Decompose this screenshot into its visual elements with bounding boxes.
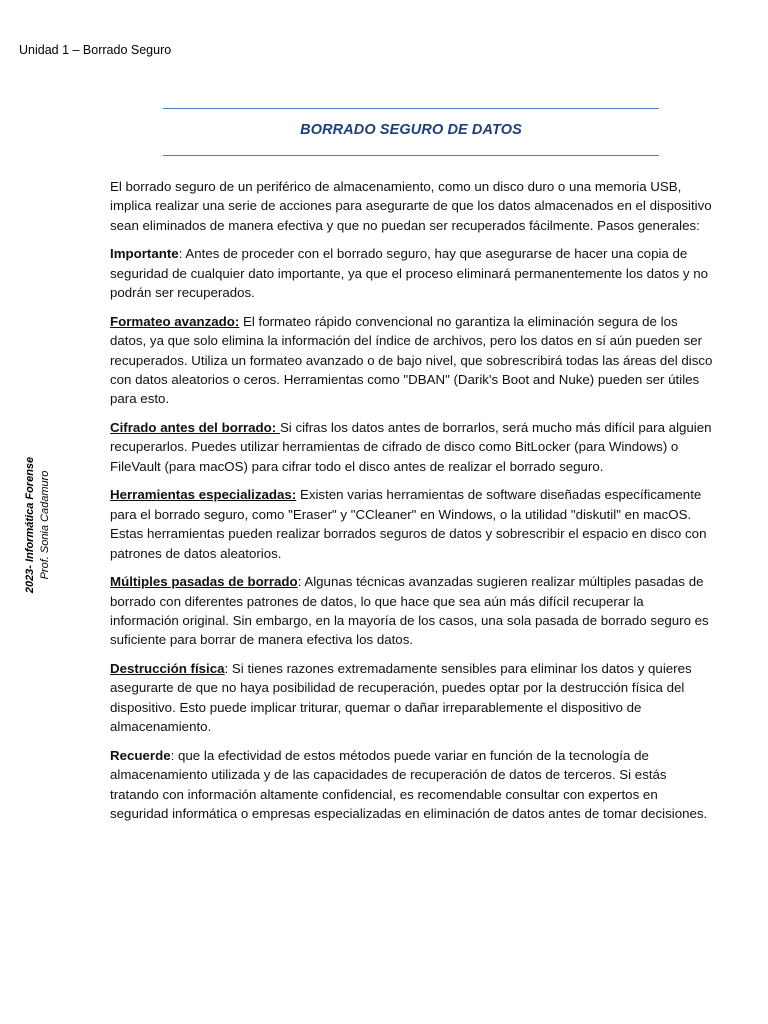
- paragraph-destruccion-fisica: [110, 659, 716, 737]
- paragraph-label: Recuerde: [110, 747, 171, 763]
- intro-paragraph: El borrado seguro de un periférico de almacenamiento, como un disco duro o una memoria USB, implica realizar una serie de acciones para asegurarte de que los datos almacenados en el dispositivo sean eliminados de manera efectiva y que no puedan ser recuperados fácilmente. Pasos generales:: [110, 179, 712, 233]
- paragraph-herramientas: [110, 485, 716, 563]
- paragraph-label: Herramientas especializadas:: [110, 487, 297, 503]
- paragraph-text: : Si tienes razones extremadamente sensibles para eliminar los datos y quieres asegurarte de que no haya posibilidad de recuperación, puedes optar por la destrucción física del dispositivo. Esto puede implicar triturar, quemar o dañar irreparablemente el dispositivo de almacenamiento.: [110, 661, 692, 735]
- paragraph-label: Destrucción física: [110, 661, 225, 677]
- paragraph-text: : que la efectividad de estos métodos puede variar en función de la tecnología de almacenamiento utilizada y de las capacidades de recuperación de datos de terceros. Si estás tratando con información altamente confidencial, es recomendable consultar con expertos en seguridad informática o empresas especializadas en eliminación de datos antes de tomar decisiones.: [110, 747, 708, 822]
- page-header: Unidad 1 – Borrado Seguro: [19, 43, 172, 57]
- paragraph-cifrado: [110, 418, 716, 476]
- side-note-professor: Prof. Sonia Cadamuro: [39, 470, 51, 580]
- title-rule-top: [163, 108, 659, 109]
- paragraph-label: Cifrado antes del borrado:: [110, 420, 280, 436]
- paragraph-formateo-avanzado: [110, 312, 716, 409]
- side-note-course: 2023- Informática Forense: [24, 456, 36, 594]
- paragraph-text: El formateo rápido convencional no garantiza la eliminación segura de los datos, ya que solo elimina la información del índice de archivos, pero los datos en sí aún pueden ser recuperados. Utiliza un formateo avanzado o de bajo nivel, que sobrescribirá todas las áreas del disco con datos aleatorios o ceros. Herramientas como "DBAN" (Darik's Boot and Nuke) pueden ser útiles para esto.: [110, 313, 713, 407]
- paragraph-label: Formateo avanzado:: [110, 313, 240, 329]
- side-note: [23, 457, 53, 593]
- paragraph-label: Múltiples pasadas de borrado: [110, 574, 298, 590]
- document-title: BORRADO SEGURO DE DATOS: [300, 122, 522, 138]
- paragraph-importante: [110, 244, 716, 302]
- document-body: [110, 177, 716, 833]
- title-rule-bottom: [163, 155, 659, 156]
- paragraph-multiples-pasadas: [110, 572, 716, 650]
- paragraph-label: Importante: [110, 246, 179, 262]
- paragraph-text: : Antes de proceder con el borrado seguro, hay que asegurarse de hacer una copia de seguridad de cualquier dato importante, ya que el proceso eliminará permanentemente los datos y no podrán ser recuperados.: [110, 246, 708, 301]
- paragraph-text: Existen varias herramientas de software diseñadas específicamente para el borrado seguro, como "Eraser" y "CCleaner" en Windows, o la utilidad "diskutil" en macOS. Estas herramientas pueden realizar borrados seguros de datos y sobrescribir el espacio en disco con patrones de datos aleatorios.: [110, 487, 707, 561]
- paragraph-text: Si cifras los datos antes de borrarlos, será mucho más difícil para alguien recuperarlos. Puedes utilizar herramientas de cifrado de disco como BitLocker (para Windows) o FileVault (para macOS) para cifrar todo el disco antes de realizar el borrado seguro.: [110, 420, 712, 474]
- paragraph-text: : Algunas técnicas avanzadas sugieren realizar múltiples pasadas de borrado con diferentes patrones de datos, lo que hace que sea aún más difícil recuperar la información original. Sin embargo, en la mayoría de los casos, una sola pasada de borrado seguro es suficiente para borrar de manera efectiva los datos.: [110, 574, 709, 648]
- paragraph-recuerde: [110, 746, 716, 824]
